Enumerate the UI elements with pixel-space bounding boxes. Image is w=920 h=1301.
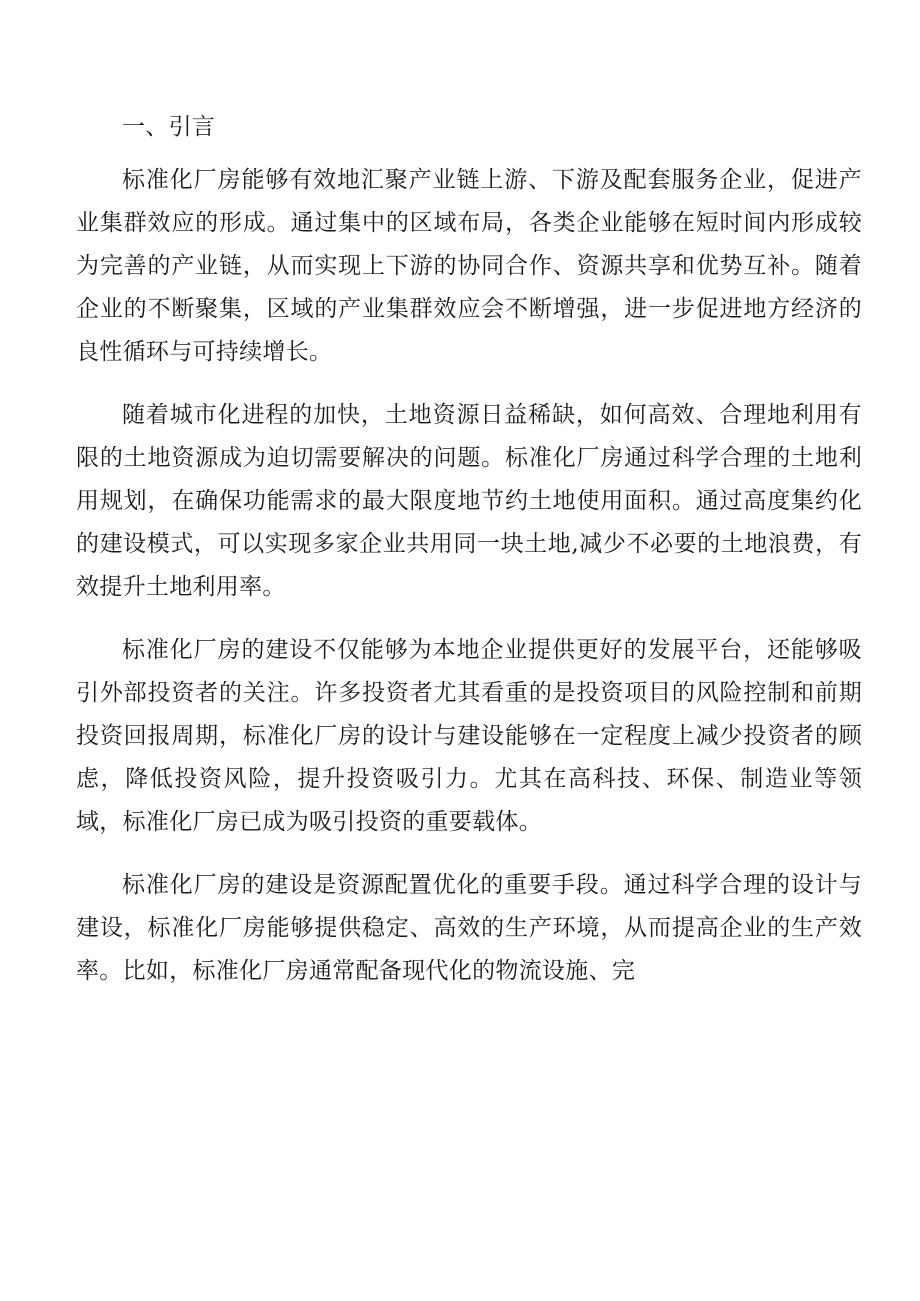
document-body [76,106,862,1013]
paragraph-investment: 标准化厂房的建设不仅能够为本地企业提供更好的发展平台，还能够吸引外部投资者的关注。许多投资者尤其看重的是投资项目的风险控制和前期投资回报周期，标准化厂房的设计与建设能够在一定程度上减少投资者的顾虑，降低投资风险，提升投资吸引力。尤其在高科技、环保、制造业等领域，标准化厂房已成为吸引投资的重要载体。 [76,637,862,835]
section-heading: 一、引言 [122,114,216,140]
paragraph-resource-allocation: 标准化厂房的建设是资源配置优化的重要手段。通过科学合理的设计与建设，标准化厂房能够提供稳定、高效的生产环境，从而提高企业的生产效率。比如，标准化厂房通常配备现代化的物流设施、完 [76,872,862,984]
paragraph-industrial-cluster: 标准化厂房能够有效地汇聚产业链上游、下游及配套服务企业，促进产业集群效应的形成。通过集中的区域布局，各类企业能够在短时间内形成较为完善的产业链，从而实现上下游的协同合作、资源共享和优势互补。随着企业的不断聚集，区域的产业集群效应会不断增强，进一步促进地方经济的良性循环与可持续增长。 [76,167,862,365]
paragraph-land-use: 随着城市化进程的加快，土地资源日益稀缺，如何高效、合理地利用有限的土地资源成为迫切需要解决的问题。标准化厂房通过科学合理的土地利用规划，在确保功能需求的最大限度地节约土地使用面积。通过高度集约化的建设模式，可以实现多家企业共用同一块土地,减少不必要的土地浪费，有效提升土地利用率。 [76,402,862,600]
